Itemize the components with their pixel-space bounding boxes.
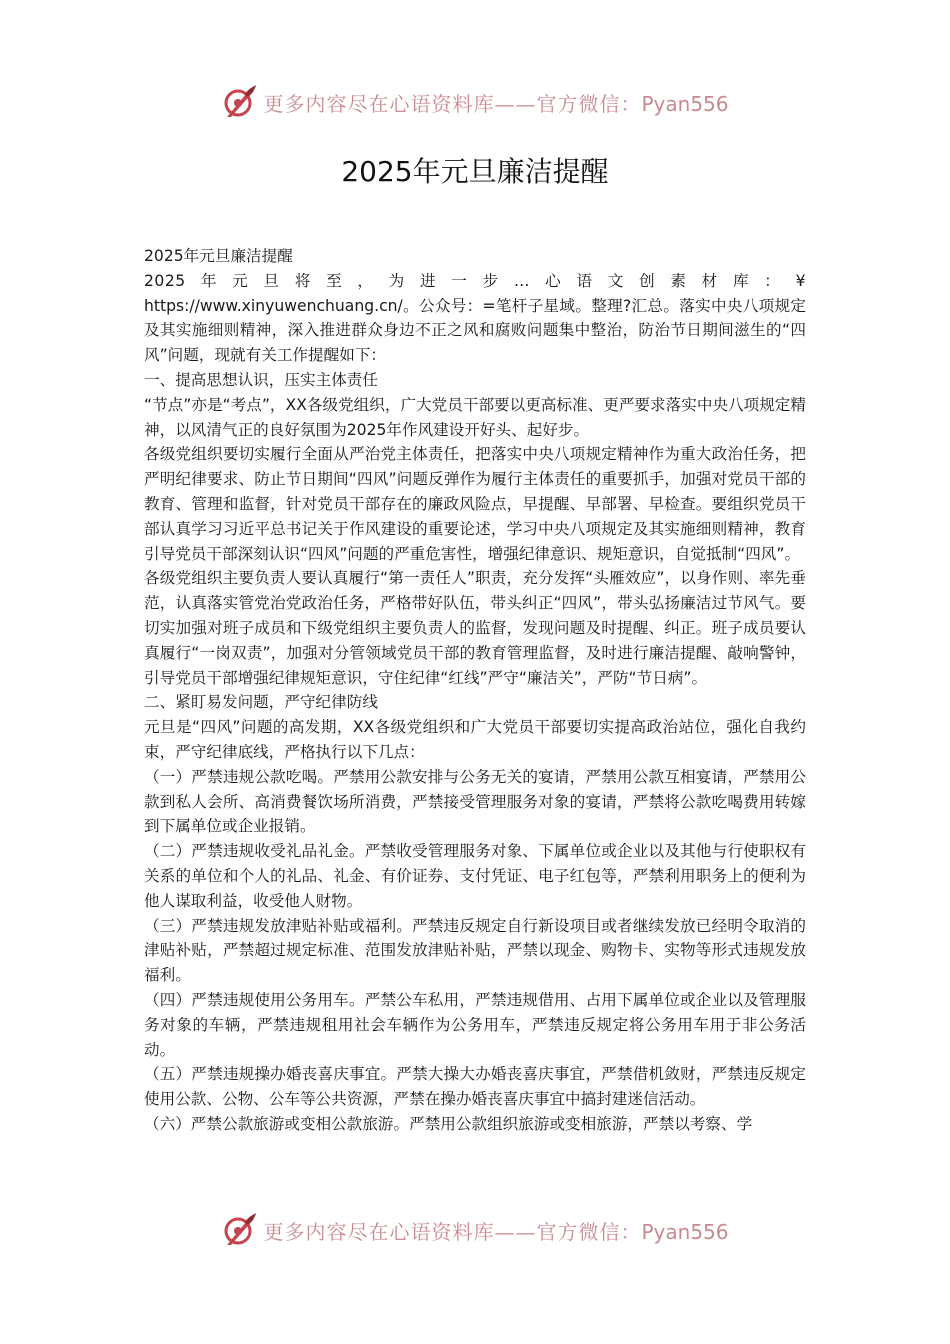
header-watermark-banner bbox=[0, 80, 950, 124]
header-watermark-text bbox=[263, 88, 728, 117]
wechat-id: Pyan556 bbox=[641, 91, 729, 116]
quill-logo-icon bbox=[221, 1212, 257, 1248]
list-item: （五）严禁违规操办婚丧喜庆事宜。严禁大操大办婚丧喜庆事宜，严禁借机敛财，严禁违反规定使用公款、公物、公车等公共资源，严禁在操办婚丧喜庆事宜中搞封建迷信活动。 bbox=[144, 1065, 806, 1109]
paragraph: 2025年元旦将至，为进一步…心语文创素材库：¥ bbox=[144, 271, 806, 290]
document-body bbox=[144, 244, 806, 1137]
section-heading: 二、紧盯易发问题，严守纪律防线 bbox=[144, 693, 378, 712]
section-heading: 一、提高思想认识，压实主体责任 bbox=[144, 370, 378, 389]
list-item: （六）严禁公款旅游或变相公款旅游。严禁用公款组织旅游或变相旅游，严禁以考察、学 bbox=[144, 1114, 753, 1133]
paragraph: 各级党组织主要负责人要认真履行“第一责任人”职责，充分发挥“头雁效应”，以身作则、率先垂范，认真落实管党治党政治任务，严格带好队伍，带头纠正“四风”，带头弘扬廉洁过节风气。要切实加强对班子成员和下级党组织主要负责人的监督，发现问题及时提醒、纠正。班子成员要认真履行“一岗双责”，加强对分管领域党员干部的教育管理监督，及时进行廉洁提醒、敲响警钟，引导党员干部增强纪律规矩意识，守住纪律“红线”严守“廉洁关”，严防“节日病”。 bbox=[144, 569, 806, 687]
footer-watermark-text bbox=[263, 1216, 728, 1245]
body-heading: 2025年元旦廉洁提醒 bbox=[144, 247, 293, 265]
footer-watermark-banner bbox=[0, 1208, 950, 1252]
list-item: （二）严禁违规收受礼品礼金。严禁收受管理服务对象、下属单位或企业以及其他与行使职权有关系的单位和个人的礼品、礼金、有价证券、支付凭证、电子红包等，严禁利用职务上的便利为他人谋取利益，收受他人财物。 bbox=[144, 842, 806, 910]
paragraph: “节点”亦是“考点”，XX各级党组织，广大党员干部要以更高标准、更严要求落实中央八项规定精神，以风清气正的良好氛围为2025年作风建设开好头、起好步。 bbox=[144, 395, 806, 439]
paragraph: 各级党组织要切实履行全面从严治党主体责任，把落实中央八项规定精神作为重大政治任务，把严明纪律要求、防止节日期间“四风”问题反弹作为履行主体责任的重要抓手，加强对党员干部的教育、管理和监督，针对党员干部存在的廉政风险点，早提醒、早部署、早检查。要组织党员干部认真学习习近平总书记关于作风建设的重要论述，学习中央八项规定及其实施细则精神，教育引导党员干部深刻认识“四风”问题的严重危害性，增强纪律意识、规矩意识，自觉抵制“四风”。 bbox=[144, 445, 806, 563]
banner-slogan: 更多内容尽在心语资料库——官方微信： bbox=[263, 1219, 642, 1244]
banner-slogan: 更多内容尽在心语资料库——官方微信： bbox=[263, 91, 642, 116]
list-item: （四）严禁违规使用公务用车。严禁公车私用，严禁违规借用、占用下属单位或企业以及管理服务对象的车辆，严禁违规租用社会车辆作为公务用车，严禁违反规定将公务用车用于非公务活动。 bbox=[144, 990, 806, 1059]
quill-logo-icon bbox=[221, 84, 257, 120]
document-title: 2025年元旦廉洁提醒 bbox=[341, 155, 609, 188]
list-item: （三）严禁违规发放津贴补贴或福利。严禁违反规定自行新设项目或者继续发放已经明令取消的津贴补贴，严禁超过规定标准、范围发放津贴补贴，严禁以现金、购物卡、实物等形式违规发放福利。 bbox=[144, 916, 806, 985]
paragraph: https://www.xinyuwenchuang.cn/。公众号：=笔杆子星域。整理?汇总。落实中央八项规定及其实施细则精神，深入推进群众身边不正之风和腐败问题集中整治，防治节日期间滋生的“四风”问题，现就有关工作提醒如下： bbox=[144, 296, 806, 365]
wechat-id: Pyan556 bbox=[641, 1219, 729, 1244]
paragraph: 元旦是“四风”问题的高发期，XX各级党组织和广大党员干部要切实提高政治站位，强化自我约束，严守纪律底线，严格执行以下几点： bbox=[144, 718, 806, 761]
list-item: （一）严禁违规公款吃喝。严禁用公款安排与公务无关的宴请，严禁用公款互相宴请，严禁用公款到私人会所、高消费餐饮场所消费，严禁接受管理服务对象的宴请，严禁将公款吃喝费用转嫁到下属单位或企业报销。 bbox=[144, 767, 806, 836]
